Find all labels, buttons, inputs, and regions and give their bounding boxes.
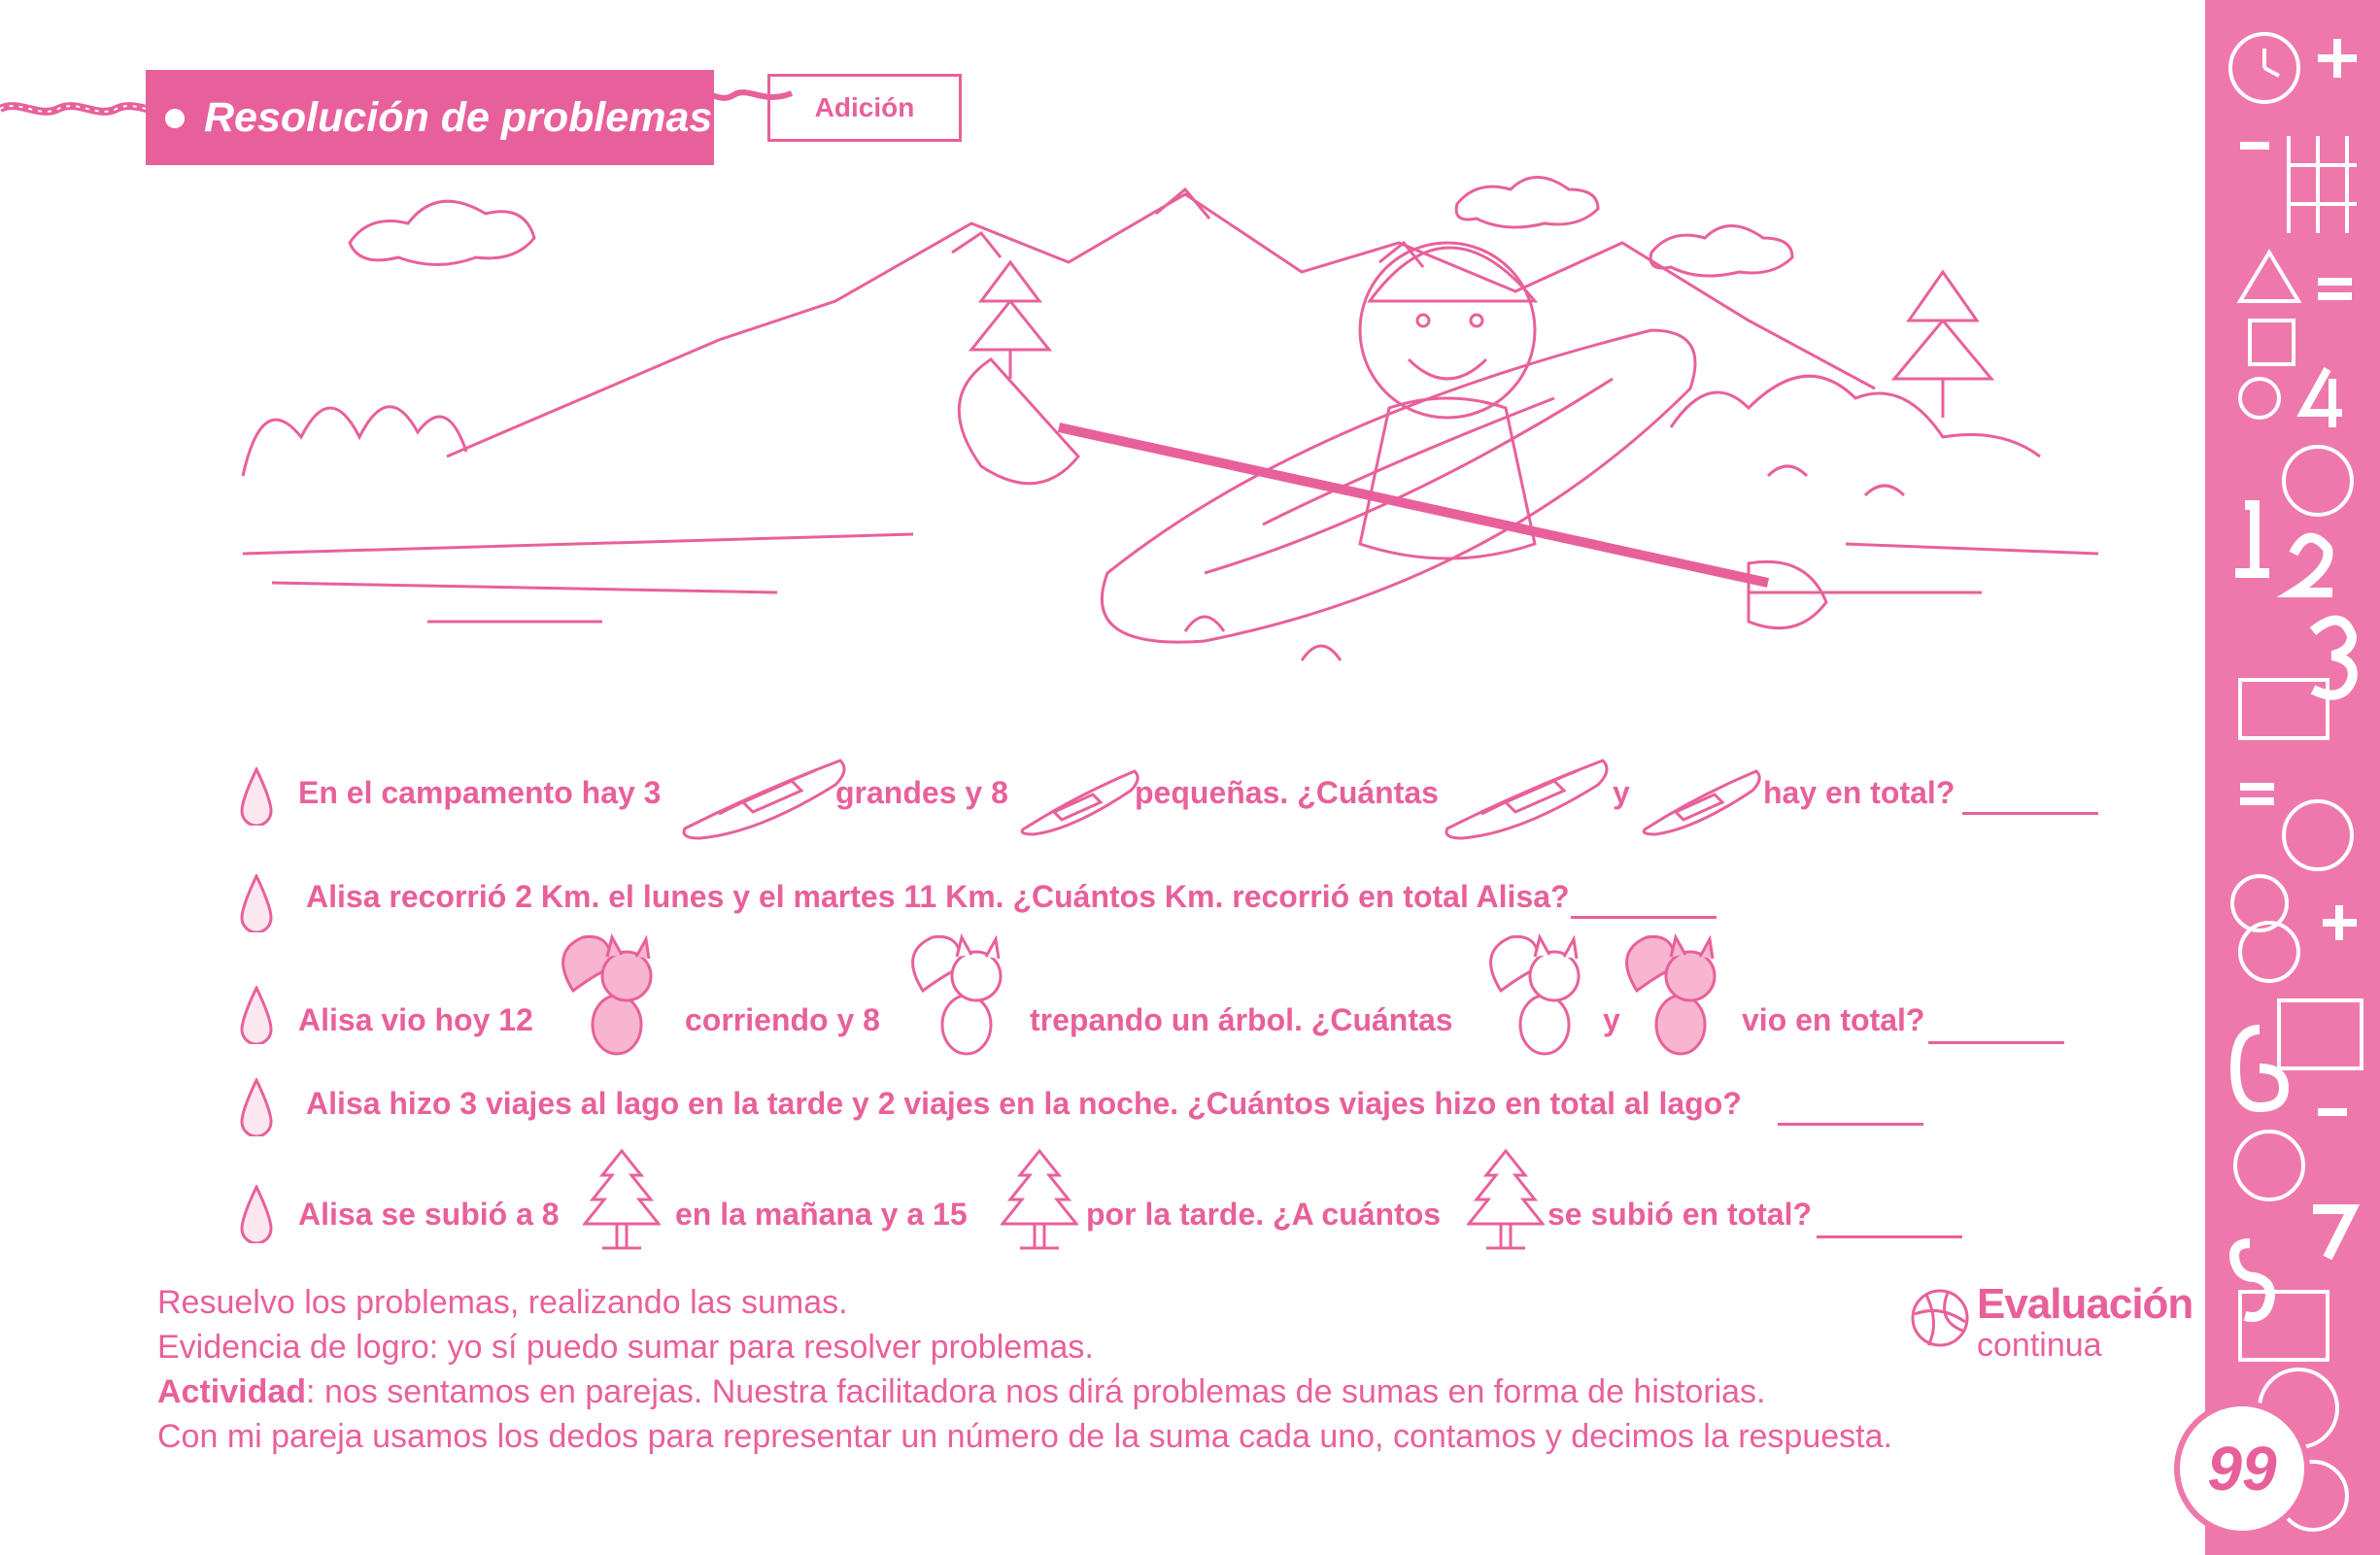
problem-text: y <box>1603 1002 1620 1037</box>
instruction-line <box>157 1369 2100 1414</box>
problem-text: hay en total? <box>1763 775 1955 810</box>
problem-text: se subió en total? <box>1547 1197 1813 1232</box>
drop-bullet-icon <box>238 1078 275 1136</box>
answer-blank[interactable] <box>1778 1123 1923 1126</box>
instruction-line: Resuelvo los problemas, realizando las sumas. <box>157 1284 848 1321</box>
problem-text: trepando un árbol. ¿Cuántas <box>1030 1002 1453 1037</box>
problem-4 <box>238 1078 2132 1156</box>
problem-text: Alisa vio hoy 12 <box>298 1002 533 1037</box>
instruction-line: Evidencia de logro: yo sí puedo sumar para resolver problemas. <box>157 1329 1094 1366</box>
squirrel-icon <box>554 932 661 1064</box>
kayak-illustration <box>233 136 2108 728</box>
globe-icon <box>1909 1287 1972 1350</box>
page-title: Resolución de problemas <box>204 93 713 141</box>
answer-blank[interactable] <box>1571 916 1717 919</box>
problem-text: Alisa se subió a 8 <box>298 1197 560 1232</box>
problem-text: En el campamento hay 3 <box>298 775 662 810</box>
problem-text: vio en total? <box>1742 1002 1925 1037</box>
answer-blank[interactable] <box>1962 812 2098 815</box>
activity-text: : nos sentamos en parejas. Nuestra facilitadora nos dirá problemas de sumas en forma de historias. <box>306 1373 1766 1410</box>
pine-tree-icon <box>1467 1146 1545 1253</box>
topic-label: Adición <box>767 74 962 142</box>
activity-label: Actividad <box>157 1373 307 1410</box>
instruction-line: Con mi pareja usamos los dedos para representar un número de la suma cada uno, contamos y decimos la respuesta. <box>157 1418 1892 1455</box>
drop-bullet-icon <box>238 986 275 1044</box>
drop-bullet-icon <box>238 874 275 932</box>
problem-text: grandes y 8 <box>835 775 1008 810</box>
small-canoe-icon <box>1015 763 1141 841</box>
evaluation-subtitle: continua <box>1977 1327 2102 1364</box>
problem-text: en la mañana y a 15 <box>675 1197 968 1232</box>
small-canoe-icon <box>1637 763 1763 841</box>
math-doodles <box>2221 0 2366 1555</box>
problem-text: Alisa recorrió 2 Km. el lunes y el martes 11 Km. ¿Cuántos Km. recorrió en total Alisa? <box>306 879 1570 914</box>
problem-text: Alisa hizo 3 viajes al lago en la tarde y 2 viajes en la noche. ¿Cuántos viajes hizo en total al lago? <box>306 1086 1742 1121</box>
pine-tree-icon <box>583 1146 661 1253</box>
page-number: 99 <box>2174 1401 2310 1537</box>
problem-text: pequeñas. ¿Cuántas <box>1135 775 1439 810</box>
problem-text: por la tarde. ¿A cuántos <box>1086 1197 1442 1232</box>
answer-blank[interactable] <box>1928 1041 2064 1044</box>
problem-5 <box>238 1146 2132 1263</box>
canoe-icon <box>1438 756 1613 843</box>
problem-3 <box>238 932 2132 1068</box>
pine-tree-icon <box>1001 1146 1078 1253</box>
evaluation-title: Evaluación <box>1977 1280 2193 1328</box>
squirrel-icon <box>1481 932 1588 1064</box>
side-decoration-strip <box>2205 0 2380 1555</box>
problem-1 <box>238 756 2132 833</box>
problem-text: y <box>1613 775 1630 810</box>
answer-blank[interactable] <box>1817 1235 1962 1238</box>
drop-bullet-icon <box>238 1185 275 1243</box>
canoe-icon <box>675 756 850 843</box>
drop-bullet-icon <box>238 767 275 826</box>
problem-text: corriendo y 8 <box>685 1002 880 1037</box>
bullet-dot <box>165 109 185 128</box>
squirrel-icon <box>1617 932 1724 1064</box>
instructions <box>157 1280 2100 1459</box>
squirrel-icon <box>903 932 1010 1064</box>
